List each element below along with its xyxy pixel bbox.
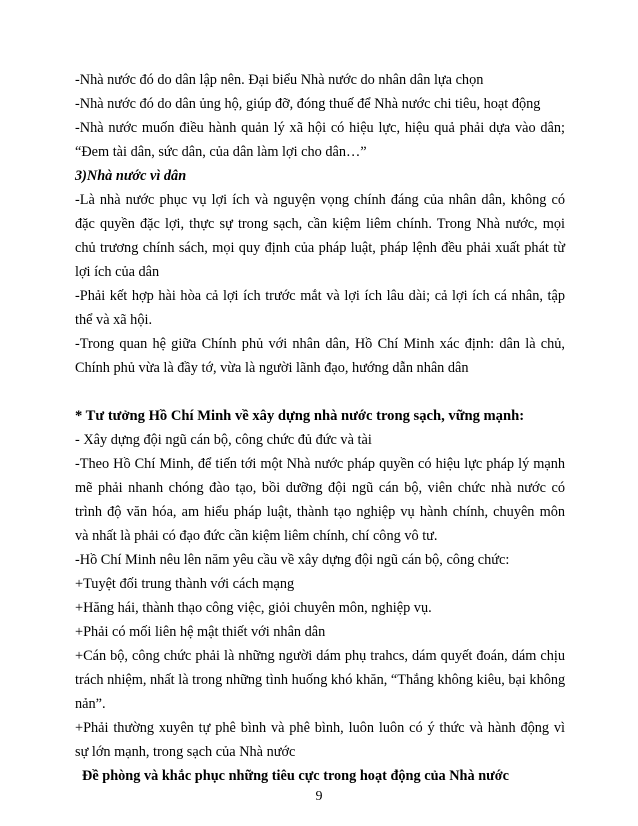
text-line: -Phải kết hợp hài hòa cả lợi ích trước mắt và lợi ích lâu dài; cả lợi ích cá nhân, tập <box>75 288 565 304</box>
page-number: 9 <box>315 789 323 804</box>
text-line: và nhất là phải có đạo đức cần kiệm liêm chính, chí công vô tư. <box>75 528 438 544</box>
text-line: +Tuyệt đối trung thành với cách mạng <box>75 576 295 592</box>
text-line: - Xây dựng đội ngũ cán bộ, công chức đủ đức và tài <box>75 432 372 448</box>
text-line: -Là nhà nước phục vụ lợi ích và nguyện vọng chính đáng của nhân dân, không có <box>75 192 565 208</box>
section-heading: 3)Nhà nước vì dân <box>75 168 187 184</box>
text-line: +Cán bộ, công chức phải là những người dám phụ trahcs, dám quyết đoán, dám chịu <box>75 648 565 664</box>
section-heading: * Tư tưởng Hồ Chí Minh về xây dựng nhà nước trong sạch, vững mạnh: <box>75 408 525 424</box>
text-line: thể và xã hội. <box>75 312 153 328</box>
text-line: “Đem tài dân, sức dân, của dân làm lợi cho dân…” <box>75 144 367 160</box>
text-line: -Hồ Chí Minh nêu lên năm yêu cầu về xây dựng đội ngũ cán bộ, công chức: <box>75 552 510 568</box>
text-line: trách nhiệm, nhất là trong những tình huống khó khăn, “Thắng không kiêu, bại không <box>75 672 566 688</box>
text-line: +Hăng hái, thành thạo công việc, giỏi chuyên môn, nghiệp vụ. <box>75 600 432 616</box>
text-line: -Nhà nước muốn điều hành quản lý xã hội có hiệu lực, hiệu quả phải dựa vào dân; <box>75 120 565 136</box>
text-line: sự lớn mạnh, trong sạch của Nhà nước <box>75 744 296 760</box>
section-heading: Đề phòng và khắc phục những tiêu cực trong hoạt động của Nhà nước <box>82 768 510 784</box>
text-line: Chính phủ vừa là đầy tớ, vừa là người lãnh đạo, hướng dẫn nhân dân <box>75 360 469 376</box>
text-line: -Theo Hồ Chí Minh, để tiến tới một Nhà nước pháp quyền có hiệu lực pháp lý mạnh <box>75 456 565 472</box>
text-line: trình độ văn hóa, am hiểu pháp luật, thành tạo nghiệp vụ hành chính, chuyên môn <box>75 504 565 520</box>
text-line: +Phải có mối liên hệ mật thiết với nhân dân <box>75 624 326 640</box>
text-line: -Nhà nước đó do dân lập nên. Đại biểu Nhà nước do nhân dân lựa chọn <box>75 72 484 88</box>
text-line: nản”. <box>75 696 106 712</box>
text-line: lợi ích của dân <box>75 264 160 280</box>
text-line: +Phải thường xuyên tự phê bình và phê bình, luôn luôn có ý thức và hành động vì <box>75 720 565 736</box>
text-line: -Trong quan hệ giữa Chính phủ với nhân dân, Hồ Chí Minh xác định: dân là chủ, <box>75 336 565 352</box>
text-line: -Nhà nước đó do dân ủng hộ, giúp đỡ, đóng thuế để Nhà nước chi tiêu, hoạt động <box>75 96 541 112</box>
text-line: mẽ phải nhanh chóng đào tạo, bồi dưỡng đội ngũ cán bộ, viên chức nhà nước có <box>75 480 565 496</box>
text-line: chủ trương chính sách, mọi quy định của pháp luật, pháp lệnh đều phải xuất phát từ <box>75 240 565 256</box>
text-line: đặc quyền đặc lợi, thực sự trong sạch, cần kiệm liêm chính. Trong Nhà nước, mọi <box>75 216 565 232</box>
